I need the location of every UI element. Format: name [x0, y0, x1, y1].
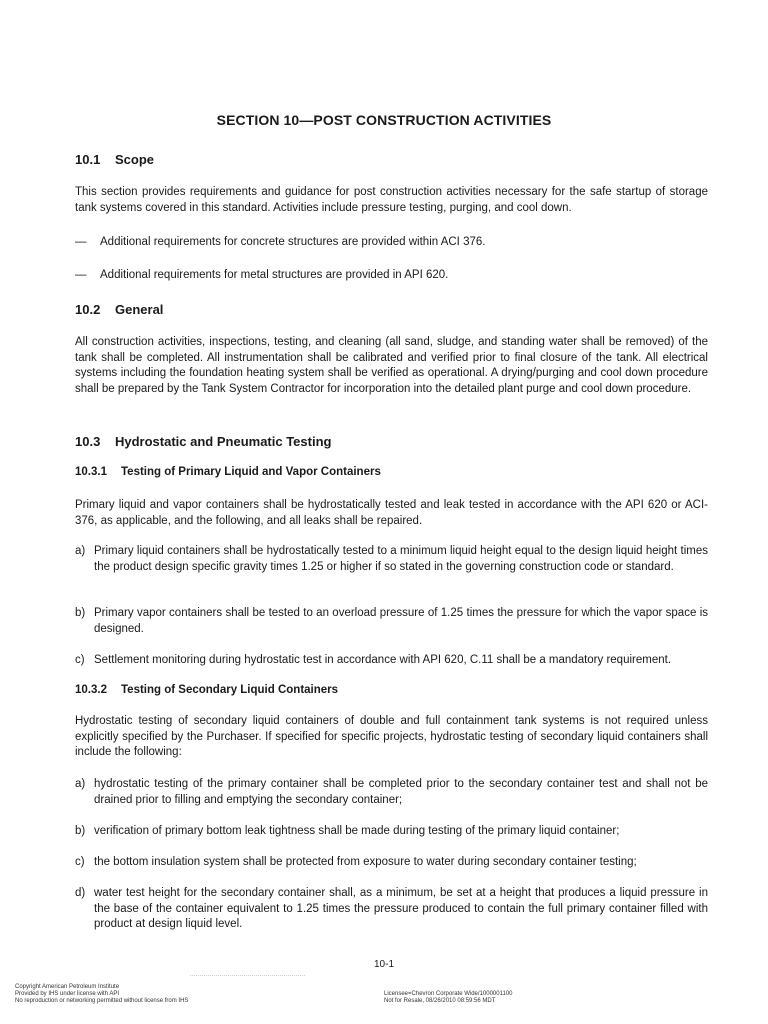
divider	[190, 975, 305, 977]
list-marker: b)	[75, 825, 86, 837]
testing-secondary-paragraph: Hydrostatic testing of secondary liquid containers of double and full containment tank systems is not required unless explicitly specified by the Purchaser. If specified for specific projects, hydrostatic testing of secondary liquid containers shall include the following:	[75, 715, 708, 758]
list-item-text: Settlement monitoring during hydrostatic test in accordance with API 620, C.11 shall be a mandatory requirement.	[94, 654, 672, 666]
list-item-text: Additional requirements for concrete structures are provided within ACI 376.	[100, 236, 486, 248]
footer-line: Copyright American Petroleum Institute	[15, 984, 120, 990]
list-item-text: water test height for the secondary container shall, as a minimum, be set at a height that produces a liquid pressure in the base of the container equivalent to 1.25 times the pressure produced to contain the full primary container filled with product at design liquid level.	[94, 887, 708, 930]
list-marker: c)	[75, 654, 85, 666]
heading-text: General	[115, 302, 164, 317]
footer-left	[15, 984, 188, 1005]
scope-paragraph: This section provides requirements and guidance for post construction activities necessary for the safe startup of storage tank systems covered in this standard. Activities include pressure testing, purging, and cool down.	[75, 186, 708, 214]
footer-line: No reproduction or networking permitted without license from IHS	[15, 998, 189, 1004]
heading-number: 10.3.1	[75, 466, 107, 478]
section-title: SECTION 10—POST CONSTRUCTION ACTIVITIES	[216, 112, 552, 128]
list-item	[75, 777, 708, 808]
heading-number: 10.2	[75, 302, 101, 317]
footer-right	[384, 991, 512, 1005]
footer-line: Licensee=Chevron Corporate Wide/1000001100	[384, 991, 513, 997]
heading-10-3	[75, 434, 331, 449]
heading-text: Scope	[115, 152, 155, 167]
list-item	[75, 855, 708, 871]
list-item	[75, 268, 708, 284]
dash-marker: —	[75, 269, 87, 281]
heading-text: Testing of Primary Liquid and Vapor Containers	[121, 466, 381, 478]
heading-10-2	[75, 302, 163, 317]
list-item-text: Primary liquid containers shall be hydrostatically tested to a minimum liquid height equal to the design liquid height times the product design specific gravity times 1.25 or higher if so stated in the governing construction code or standard.	[94, 545, 708, 573]
list-marker: a)	[75, 778, 86, 790]
list-marker: d)	[75, 887, 86, 899]
list-marker: b)	[75, 607, 86, 619]
list-item	[75, 606, 708, 637]
heading-text: Testing of Secondary Liquid Containers	[121, 684, 339, 696]
page-number: 10-1	[373, 959, 394, 970]
list-item-text: the bottom insulation system shall be protected from exposure to water during secondary container testing;	[94, 856, 637, 868]
list-marker: c)	[75, 856, 85, 868]
footer-line: Not for Resale, 08/26/2010 08:59:56 MDT	[384, 998, 496, 1004]
list-item	[75, 235, 708, 251]
list-item	[75, 886, 708, 933]
list-item	[75, 824, 708, 840]
heading-10-1	[75, 152, 154, 167]
heading-10-3-2	[75, 684, 338, 696]
heading-number: 10.3.2	[75, 684, 107, 696]
heading-text: Hydrostatic and Pneumatic Testing	[115, 434, 332, 449]
list-item-text: hydrostatic testing of the primary container shall be completed prior to the secondary container test and shall not be drained prior to filling and emptying the secondary container;	[94, 778, 708, 806]
list-item-text: Primary vapor containers shall be tested to an overload pressure of 1.25 times the pressure for which the vapor space is designed.	[94, 607, 708, 635]
heading-number: 10.3	[75, 434, 101, 449]
list-item-text: Additional requirements for metal structures are provided in API 620.	[100, 269, 449, 281]
footer-line: Provided by IHS under license with API	[15, 991, 120, 997]
list-item	[75, 544, 708, 575]
testing-primary-paragraph: Primary liquid and vapor containers shall be hydrostatically tested and leak tested in accordance with the API 620 or ACI-376, as applicable, and the following, and all leaks shall be repaired.	[75, 499, 708, 527]
heading-number: 10.1	[75, 152, 101, 167]
general-paragraph: All construction activities, inspections, testing, and cleaning (all sand, sludge, and standing water shall be removed) of the tank shall be completed. All instrumentation shall be calibrated and verified prior to final closure of the tank. All electrical systems including the foundation heating system shall be verified as operational. A drying/purging and cool down procedure shall be prepared by the Tank System Contractor for incorporation into the detailed plant purge and cool down procedure.	[75, 336, 708, 395]
dash-marker: —	[75, 236, 87, 248]
list-item-text: verification of primary bottom leak tightness shall be made during testing of the primary liquid container;	[94, 825, 620, 837]
list-marker: a)	[75, 545, 86, 557]
heading-10-3-1	[75, 466, 381, 478]
list-item	[75, 653, 708, 669]
